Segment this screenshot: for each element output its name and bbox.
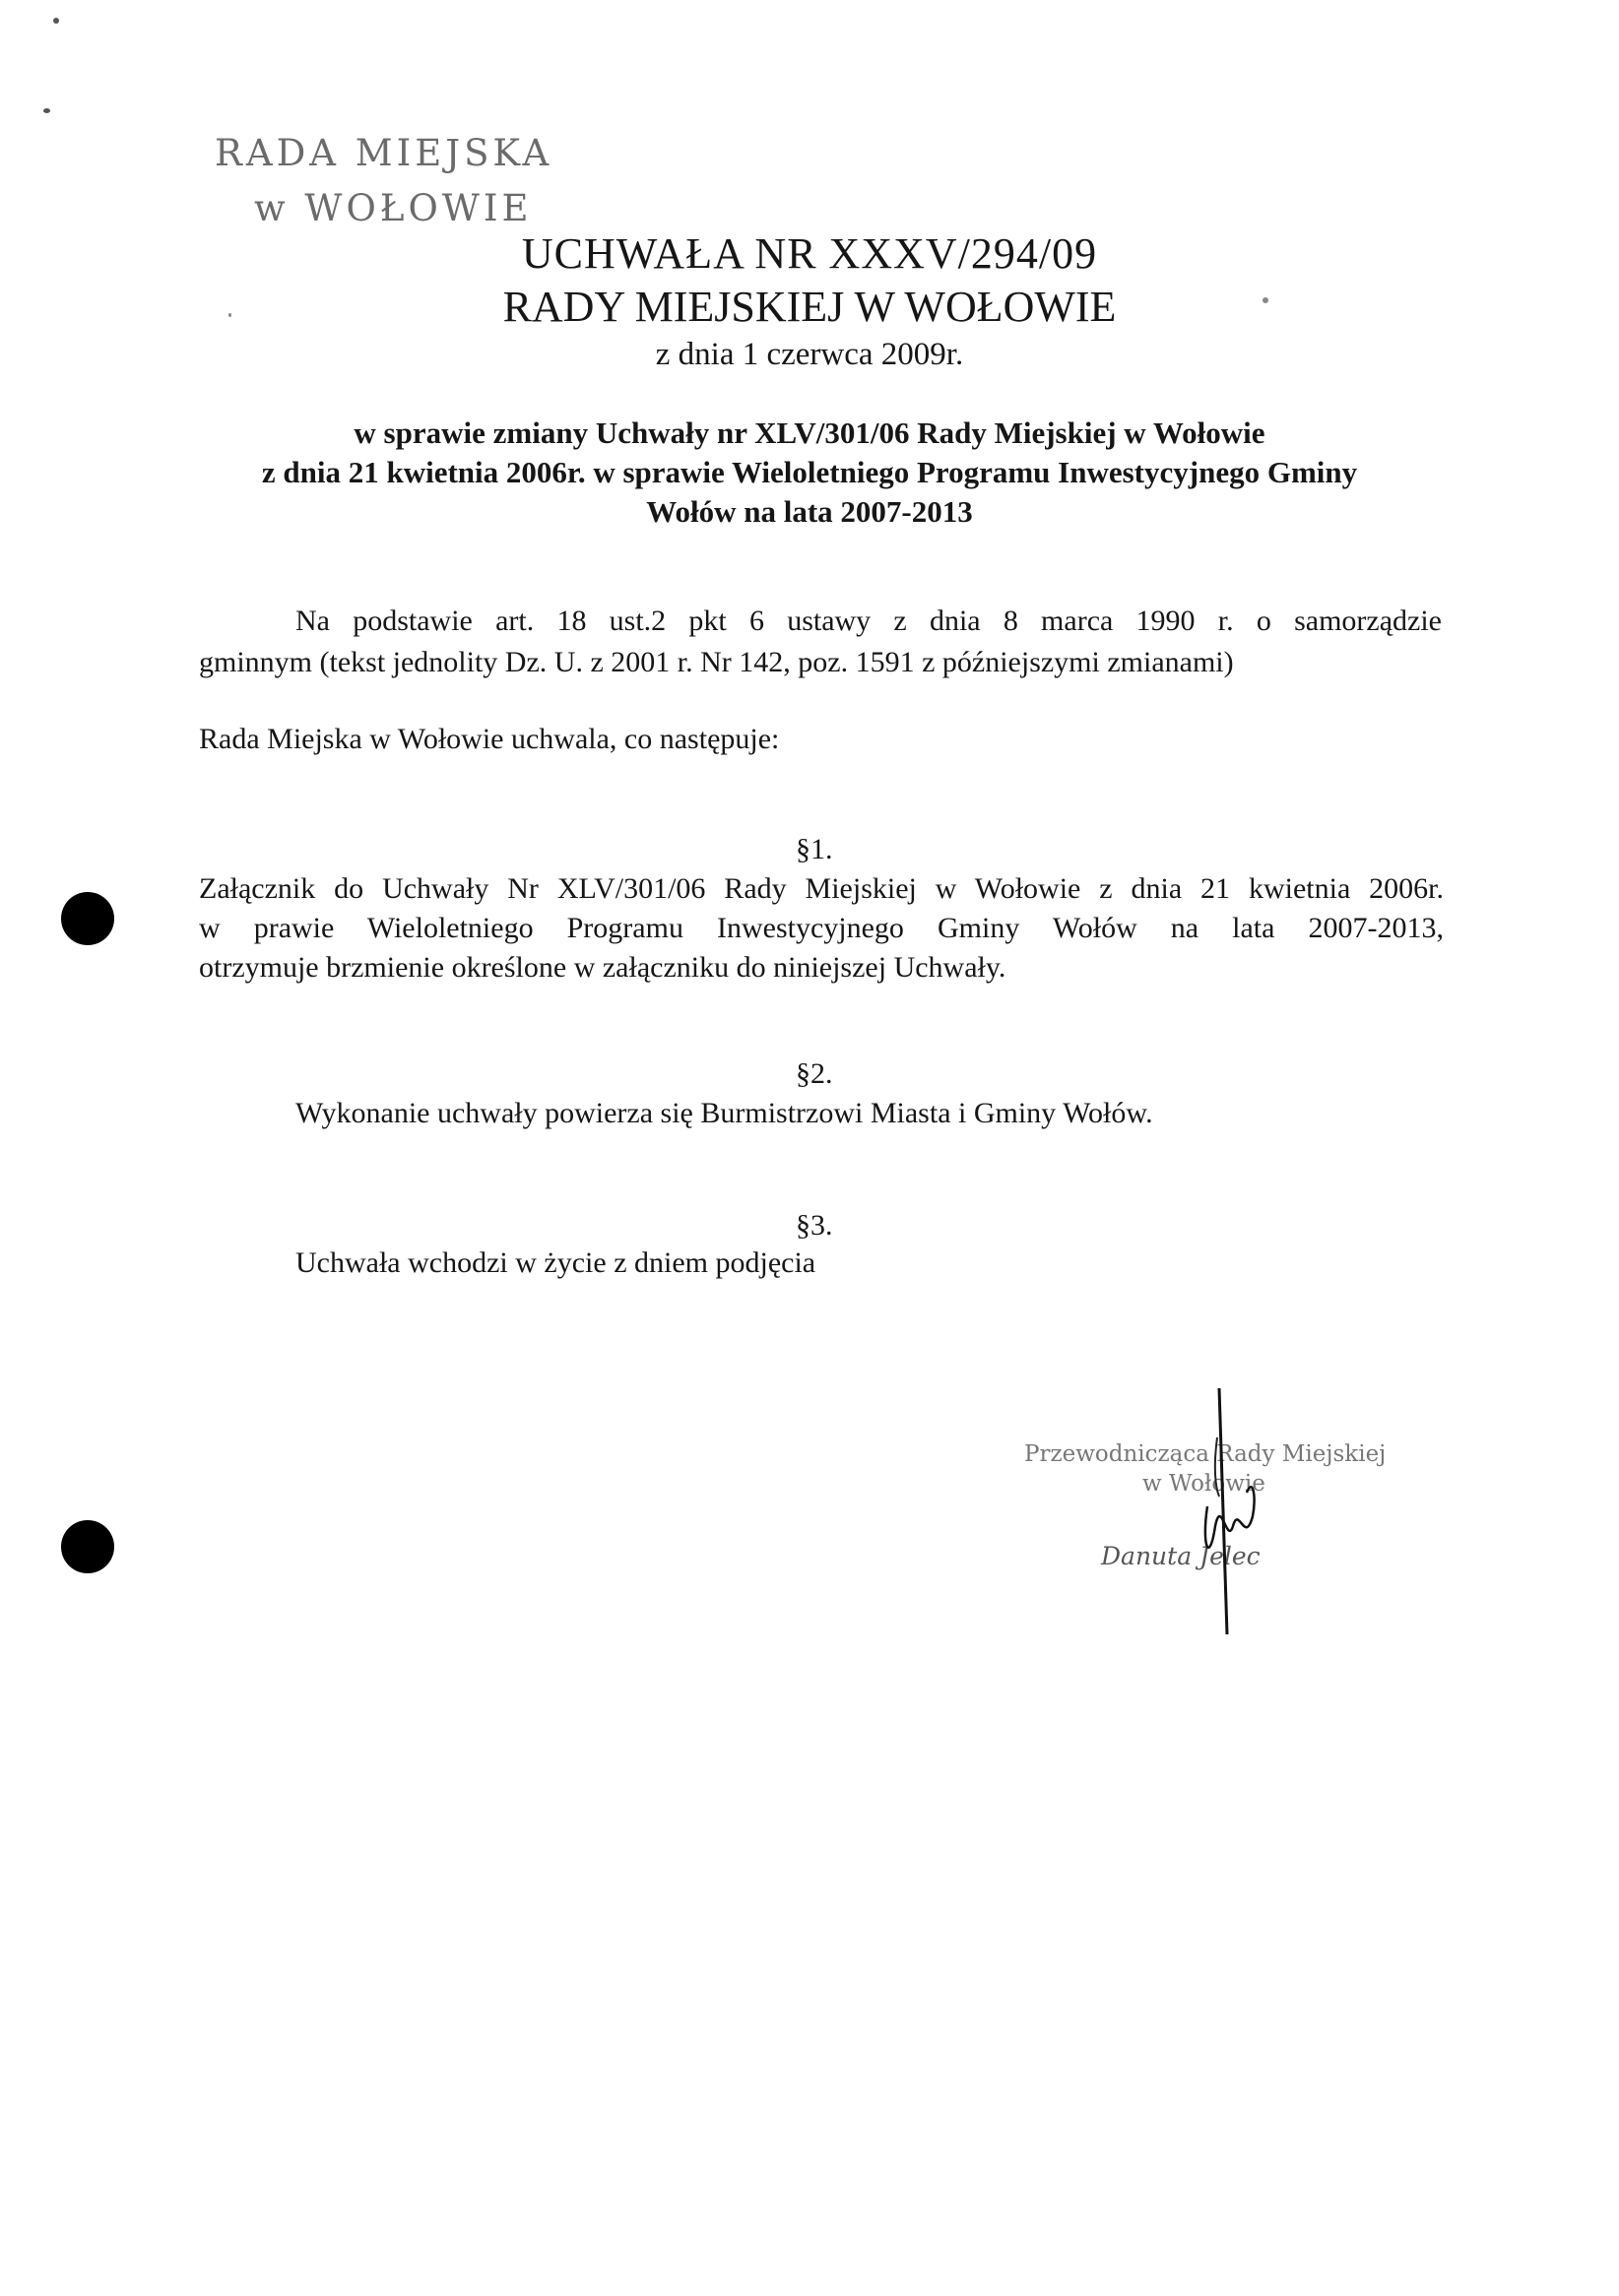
council-stamp-line1: RADA MIEJSKA bbox=[215, 132, 553, 174]
subject-line-1: w sprawie zmiany Uchwały nr XLV/301/06 Rady Miejskiej w Wołowie bbox=[354, 415, 1265, 450]
section-1-mark: §1. bbox=[796, 833, 833, 865]
section-3-mark: §3. bbox=[796, 1209, 833, 1242]
legal-basis-line-1: Na podstawie art. 18 ust.2 pkt 6 ustawy z dnia 8 marca 1990 r. o samorządzie bbox=[295, 605, 1442, 637]
subject-line-3: Wołów na lata 2007-2013 bbox=[646, 494, 973, 529]
scan-speck bbox=[53, 18, 59, 24]
section-1-line-2: w prawie Wieloletniego Programu Inwestycyjnego Gminy Wołów na lata 2007-2013, bbox=[199, 912, 1444, 944]
section-3-text: Uchwała wchodzi w życie z dniem podjęcia bbox=[295, 1246, 816, 1279]
resolution-date: z dnia 1 czerwca 2009r. bbox=[655, 337, 964, 372]
punch-hole-top bbox=[61, 892, 114, 945]
scan-speck bbox=[43, 108, 50, 113]
council-stamp-line2: w WOŁOWIE bbox=[254, 187, 533, 229]
signature-title-line-1: Przewodnicząca Rady Miejskiej bbox=[1024, 1441, 1387, 1467]
council-name: RADY MIEJSKIEJ W WOŁOWIE bbox=[502, 283, 1117, 331]
section-2-mark: §2. bbox=[796, 1057, 833, 1090]
section-1-line-1: Załącznik do Uchwały Nr XLV/301/06 Rady Miejskiej w Wołowie z dnia 21 kwietnia 2006r. bbox=[199, 872, 1444, 905]
legal-basis-line-2: gminnym (tekst jednolity Dz. U. z 2001 r. Nr 142, poz. 1591 z późniejszymi zmianami) bbox=[199, 646, 1234, 678]
resolves-statement: Rada Miejska w Wołowie uchwala, co następuje: bbox=[199, 723, 780, 755]
signatory-name: Danuta Jelec bbox=[1101, 1542, 1261, 1570]
handwritten-signature bbox=[1188, 1378, 1296, 1654]
subject-line-2: z dnia 21 kwietnia 2006r. w sprawie Wieloletniego Programu Inwestycyjnego Gminy bbox=[261, 455, 1358, 489]
signature-title-line-2: w Wołowie bbox=[1142, 1471, 1265, 1497]
punch-hole-bottom bbox=[61, 1520, 114, 1573]
section-1-line-3: otrzymuje brzmienie określone w załączniku do niniejszej Uchwały. bbox=[199, 951, 1006, 984]
section-2-text: Wykonanie uchwały powierza się Burmistrzowi Miasta i Gminy Wołów. bbox=[295, 1097, 1153, 1129]
resolution-number: UCHWAŁA NR XXXV/294/09 bbox=[521, 229, 1098, 278]
